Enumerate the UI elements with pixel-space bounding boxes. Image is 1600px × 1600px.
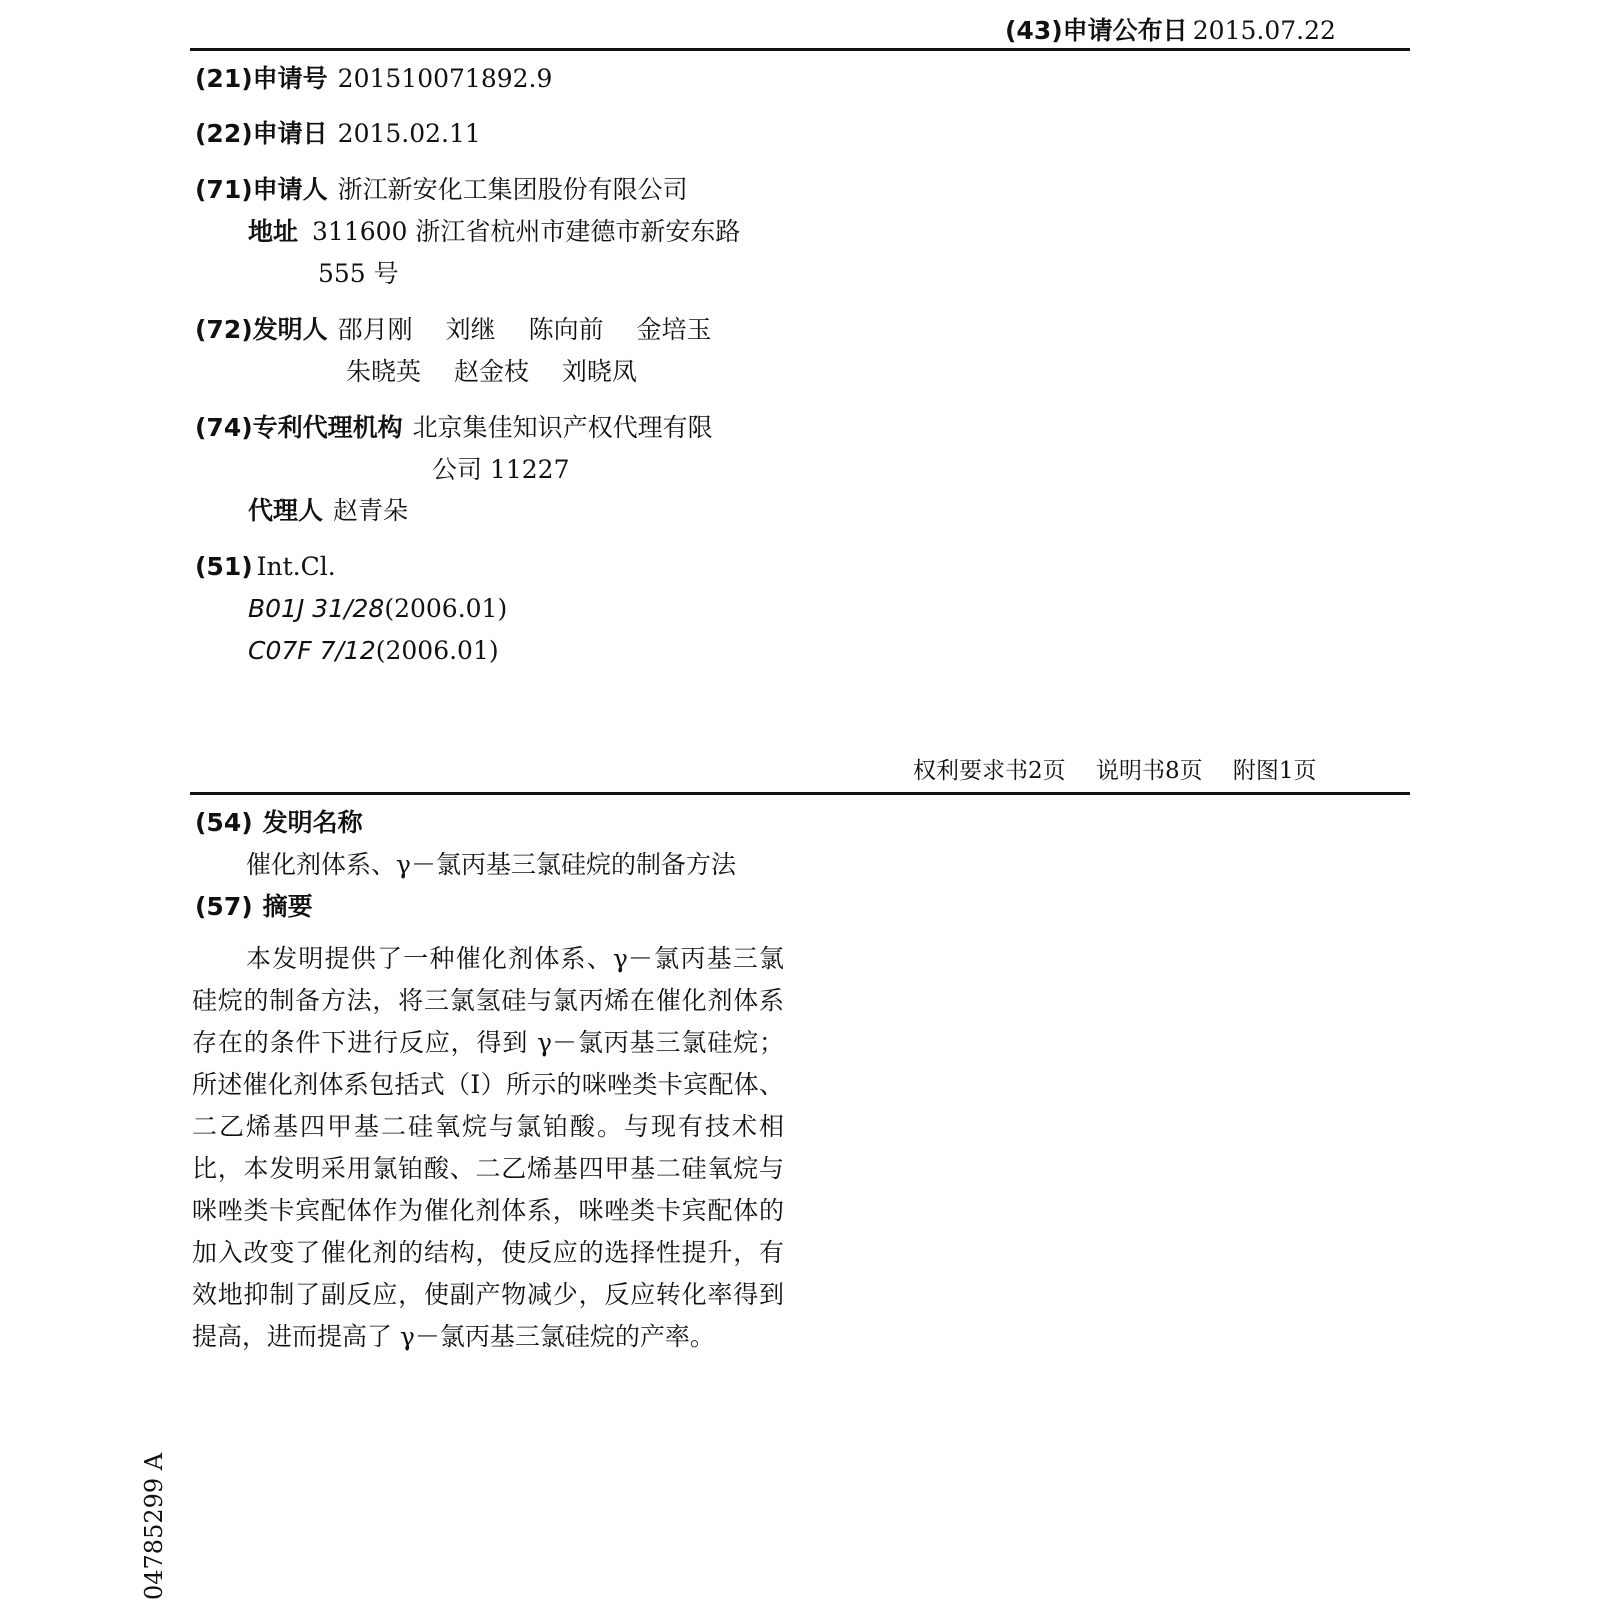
- applicant-code: (71): [195, 175, 253, 204]
- int-cl-code: (51): [195, 552, 253, 581]
- inventors-cont: [346, 355, 637, 389]
- app-date-value: 2015.02.11: [337, 119, 481, 148]
- int-cl: [195, 550, 336, 584]
- int-cl-label: Int.Cl.: [256, 552, 336, 581]
- applicant-value: 浙江新安化工集团股份有限公司: [337, 175, 688, 204]
- patent-agency-cont: [432, 453, 569, 487]
- agency-line1: 北京集佳知识产权代理有限: [412, 413, 713, 442]
- agency-code: (74): [195, 413, 253, 442]
- app-date-label: 申请日: [252, 119, 328, 148]
- int-cl-year-2: (2006.01): [375, 636, 499, 665]
- int-cl-code-2: C07F 7/12: [248, 636, 376, 665]
- pub-date-label: 申请公布日: [1062, 16, 1188, 45]
- applicant-address-cont: [318, 257, 399, 291]
- agent: [248, 494, 408, 528]
- abstract-text: 本发明提供了一种催化剂体系、γ－氯丙基三氯硅烷的制备方法，将三氯氢硅与氯丙烯在催化剂体系存在的条件下进行反应，得到 γ－氯丙基三氯硅烷；所述催化剂体系包括式（I）所示的咪唑类卡宾配体、二乙烯基四甲基二硅氧烷与氯铂酸。与现有技术相比，本发明采用氯铂酸、二乙烯基四甲基二硅氧烷与咪唑类卡宾配体作为催化剂体系，咪唑类卡宾配体的加入改变了催化剂的结构，使反应的选择性提升，有效地抑制了副反应，使副产物减少，反应转化率得到提高，进而提高了 γ－氯丙基三氯硅烷的产率。: [192, 944, 784, 1351]
- agent-label: 代理人: [248, 496, 324, 525]
- abstract-label: 摘要: [262, 892, 313, 921]
- app-no-code: (21): [195, 64, 253, 93]
- agent-value: 赵青朵: [333, 496, 409, 525]
- application-number: [195, 62, 552, 96]
- invention-title: [246, 848, 736, 882]
- middle-rule: [190, 792, 1410, 795]
- title-value: 催化剂体系、γ－氯丙基三氯硅烷的制备方法: [246, 850, 736, 879]
- publication-date: [1005, 14, 1336, 48]
- agency-line2: 公司 11227: [432, 455, 570, 484]
- inventors-line2: 朱晓英 赵金枝 刘晓凤: [346, 357, 637, 386]
- int-cl-year-1: (2006.01): [384, 594, 508, 623]
- inventors-code: (72): [195, 315, 253, 344]
- abstract-heading: [195, 890, 313, 924]
- applicant-label: 申请人: [252, 175, 328, 204]
- pub-date-value: 2015.07.22: [1192, 16, 1336, 45]
- top-rule: [190, 48, 1410, 51]
- address-line1: 311600 浙江省杭州市建德市新安东路: [312, 217, 741, 246]
- pub-date-code: (43): [1005, 16, 1063, 45]
- app-date-code: (22): [195, 119, 253, 148]
- int-cl-item: [248, 634, 499, 668]
- application-date: [195, 117, 481, 151]
- agency-label: 专利代理机构: [252, 413, 403, 442]
- applicant: [195, 173, 688, 207]
- title-code: (54): [195, 808, 253, 837]
- address-line2: 555 号: [318, 259, 399, 288]
- abstract-code: (57): [195, 892, 253, 921]
- address-label: 地址: [248, 217, 299, 246]
- title-label: 发明名称: [262, 808, 363, 837]
- int-cl-code-1: B01J 31/28: [248, 594, 385, 623]
- side-publication-number: 04785299 A: [140, 1452, 168, 1600]
- inventors: [195, 313, 712, 347]
- inventors-label: 发明人: [252, 315, 328, 344]
- app-no-label: 申请号: [252, 64, 328, 93]
- patent-agency: [195, 411, 713, 445]
- invention-title-heading: [195, 806, 363, 840]
- int-cl-item: [248, 592, 507, 626]
- applicant-address: [248, 215, 740, 249]
- page-counts: 权利要求书2页 说明书8页 附图1页: [913, 758, 1317, 784]
- app-no-value: 201510071892.9: [337, 64, 553, 93]
- inventors-line1: 邵月刚 刘继 陈向前 金培玉: [337, 315, 712, 344]
